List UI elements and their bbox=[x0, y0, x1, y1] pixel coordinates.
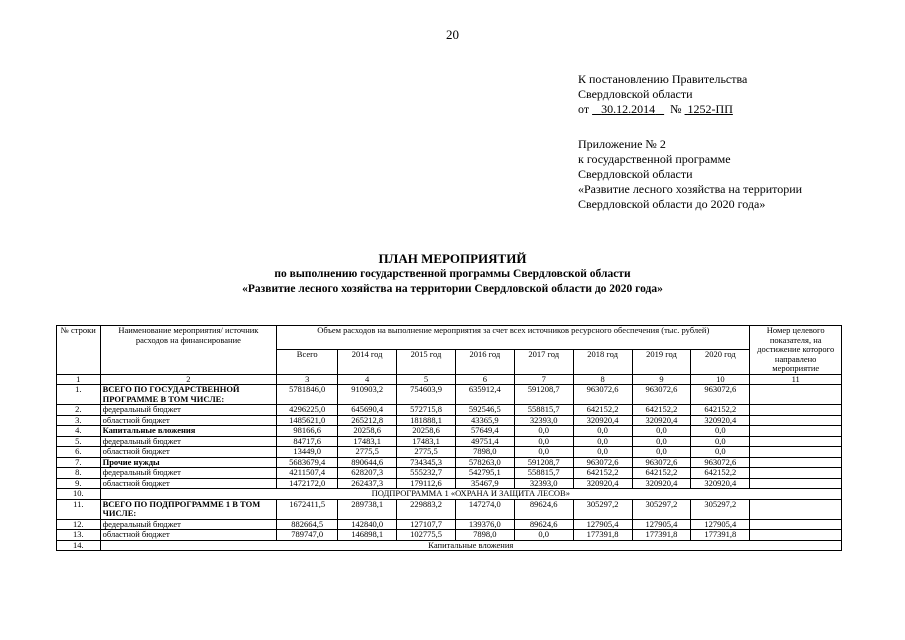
header-name: Наименование мероприятия/ источник расходов на финансирование bbox=[100, 326, 277, 375]
column-number: 9 bbox=[632, 374, 691, 385]
section-row bbox=[57, 489, 842, 500]
header-volume: Объем расходов на выполнение мероприятия за счет всех источников ресурсного обеспечения (тыс. рублей) bbox=[277, 326, 750, 350]
cell-value: 146898,1 bbox=[338, 530, 397, 541]
approval-line-1: К постановлению Правительства bbox=[578, 72, 748, 86]
row-target bbox=[750, 426, 842, 437]
approval-date-line bbox=[578, 102, 747, 117]
cell-value: 0,0 bbox=[514, 530, 573, 541]
header-row-number: № строки bbox=[57, 326, 101, 375]
cell-value: 4211507,4 bbox=[277, 468, 338, 479]
cell-value: 5683679,4 bbox=[277, 457, 338, 468]
row-number: 14. bbox=[57, 540, 101, 551]
cell-value: 642152,2 bbox=[632, 405, 691, 416]
cell-value: 0,0 bbox=[691, 426, 750, 437]
cell-value: 645690,4 bbox=[338, 405, 397, 416]
appendix-line-5: Свердловской области до 2020 года» bbox=[578, 197, 766, 211]
cell-value: 635912,4 bbox=[455, 385, 514, 405]
table-row bbox=[57, 457, 842, 468]
cell-value: 57649,4 bbox=[455, 426, 514, 437]
cell-value: 754603,9 bbox=[397, 385, 456, 405]
header-year: 2017 год bbox=[514, 350, 573, 374]
cell-value: 32393,0 bbox=[514, 478, 573, 489]
cell-value: 229883,2 bbox=[397, 499, 456, 519]
row-number: 6. bbox=[57, 447, 101, 458]
cell-value: 13449,0 bbox=[277, 447, 338, 458]
table-row bbox=[57, 426, 842, 437]
cell-value: 17483,1 bbox=[338, 436, 397, 447]
table-row bbox=[57, 468, 842, 479]
column-number: 8 bbox=[573, 374, 632, 385]
section-title: Капитальные вложения bbox=[100, 540, 841, 551]
row-target bbox=[750, 415, 842, 426]
cell-value: 20258,6 bbox=[397, 426, 456, 437]
cell-value: 320920,4 bbox=[573, 478, 632, 489]
row-target bbox=[750, 468, 842, 479]
row-number: 9. bbox=[57, 478, 101, 489]
appendix-line-4: «Развитие лесного хозяйства на территории bbox=[578, 182, 803, 196]
cell-value: 963072,6 bbox=[632, 385, 691, 405]
row-name: федеральный бюджет bbox=[100, 405, 277, 416]
cell-value: 0,0 bbox=[632, 426, 691, 437]
cell-value: 558815,7 bbox=[514, 468, 573, 479]
section-row bbox=[57, 540, 842, 551]
cell-value: 1672411,5 bbox=[277, 499, 338, 519]
cell-value: 49751,4 bbox=[455, 436, 514, 447]
table-row bbox=[57, 385, 842, 405]
cell-value: 0,0 bbox=[573, 436, 632, 447]
row-name: областной бюджет bbox=[100, 478, 277, 489]
section-title: ПОДПРОГРАММА 1 «ОХРАНА И ЗАЩИТА ЛЕСОВ» bbox=[100, 489, 841, 500]
cell-value: 963072,6 bbox=[573, 385, 632, 405]
cell-value: 0,0 bbox=[514, 436, 573, 447]
row-name: федеральный бюджет bbox=[100, 468, 277, 479]
cell-value: 0,0 bbox=[632, 436, 691, 447]
table-row bbox=[57, 447, 842, 458]
cell-value: 558815,7 bbox=[514, 405, 573, 416]
row-number: 2. bbox=[57, 405, 101, 416]
cell-value: 142840,0 bbox=[338, 519, 397, 530]
cell-value: 628207,3 bbox=[338, 468, 397, 479]
cell-value: 5781846,0 bbox=[277, 385, 338, 405]
column-number: 2 bbox=[100, 374, 277, 385]
appendix-block bbox=[578, 137, 802, 212]
header-year: 2016 год bbox=[455, 350, 514, 374]
cell-value: 177391,8 bbox=[632, 530, 691, 541]
cell-value: 7898,0 bbox=[455, 530, 514, 541]
row-number: 11. bbox=[57, 499, 101, 519]
header-year: 2015 год bbox=[397, 350, 456, 374]
column-number: 7 bbox=[514, 374, 573, 385]
row-name: областной бюджет bbox=[100, 530, 277, 541]
cell-value: 734345,3 bbox=[397, 457, 456, 468]
cell-value: 0,0 bbox=[573, 447, 632, 458]
row-target bbox=[750, 478, 842, 489]
cell-value: 555232,7 bbox=[397, 468, 456, 479]
column-number: 11 bbox=[750, 374, 842, 385]
table-row bbox=[57, 415, 842, 426]
cell-value: 177391,8 bbox=[691, 530, 750, 541]
header-year: Всего bbox=[277, 350, 338, 374]
date-prefix: от bbox=[578, 102, 590, 116]
cell-value: 0,0 bbox=[691, 447, 750, 458]
cell-value: 963072,6 bbox=[691, 457, 750, 468]
row-target bbox=[750, 436, 842, 447]
row-number: 5. bbox=[57, 436, 101, 447]
cell-value: 139376,0 bbox=[455, 519, 514, 530]
table-row bbox=[57, 405, 842, 416]
cell-value: 127905,4 bbox=[632, 519, 691, 530]
row-number: 3. bbox=[57, 415, 101, 426]
cell-value: 642152,2 bbox=[632, 468, 691, 479]
row-name: ВСЕГО ПО ГОСУДАРСТВЕННОЙ ПРОГРАММЕ В ТОМ ЧИСЛЕ: bbox=[100, 385, 277, 405]
cell-value: 0,0 bbox=[514, 426, 573, 437]
row-name: федеральный бюджет bbox=[100, 519, 277, 530]
column-number: 10 bbox=[691, 374, 750, 385]
approval-block bbox=[578, 72, 747, 117]
row-target bbox=[750, 530, 842, 541]
row-name: областной бюджет bbox=[100, 447, 277, 458]
approval-date: 30.12.2014 bbox=[601, 102, 656, 116]
cell-value: 7898,0 bbox=[455, 447, 514, 458]
appendix-line-2: к государственной программе bbox=[578, 152, 731, 166]
cell-value: 127107,7 bbox=[397, 519, 456, 530]
table-row bbox=[57, 499, 842, 519]
cell-value: 890644,6 bbox=[338, 457, 397, 468]
cell-value: 35467,9 bbox=[455, 478, 514, 489]
plan-table bbox=[56, 325, 842, 551]
header-year: 2018 год bbox=[573, 350, 632, 374]
column-number: 1 bbox=[57, 374, 101, 385]
row-name: областной бюджет bbox=[100, 415, 277, 426]
row-target bbox=[750, 519, 842, 530]
row-name: Прочие нужды bbox=[100, 457, 277, 468]
cell-value: 127905,4 bbox=[691, 519, 750, 530]
cell-value: 0,0 bbox=[632, 447, 691, 458]
table-body bbox=[57, 385, 842, 551]
cell-value: 4296225,0 bbox=[277, 405, 338, 416]
cell-value: 305297,2 bbox=[691, 499, 750, 519]
cell-value: 320920,4 bbox=[632, 478, 691, 489]
cell-value: 642152,2 bbox=[691, 468, 750, 479]
cell-value: 181888,1 bbox=[397, 415, 456, 426]
cell-value: 320920,4 bbox=[573, 415, 632, 426]
row-name: федеральный бюджет bbox=[100, 436, 277, 447]
cell-value: 2775,5 bbox=[397, 447, 456, 458]
cell-value: 963072,6 bbox=[691, 385, 750, 405]
row-number: 13. bbox=[57, 530, 101, 541]
column-numbers-row bbox=[57, 374, 842, 385]
approval-number: 1252-ПП bbox=[687, 102, 733, 116]
cell-value: 320920,4 bbox=[691, 415, 750, 426]
row-number: 7. bbox=[57, 457, 101, 468]
cell-value: 320920,4 bbox=[691, 478, 750, 489]
column-number: 5 bbox=[397, 374, 456, 385]
cell-value: 0,0 bbox=[514, 447, 573, 458]
cell-value: 2775,5 bbox=[338, 447, 397, 458]
cell-value: 963072,6 bbox=[573, 457, 632, 468]
row-number: 12. bbox=[57, 519, 101, 530]
cell-value: 17483,1 bbox=[397, 436, 456, 447]
cell-value: 43365,9 bbox=[455, 415, 514, 426]
row-name: ВСЕГО ПО ПОДПРОГРАММЕ 1 В ТОМ ЧИСЛЕ: bbox=[100, 499, 277, 519]
cell-value: 1485621,0 bbox=[277, 415, 338, 426]
cell-value: 20258,6 bbox=[338, 426, 397, 437]
cell-value: 963072,6 bbox=[632, 457, 691, 468]
cell-value: 320920,4 bbox=[632, 415, 691, 426]
approval-line-2: Свердловской области bbox=[578, 87, 693, 101]
cell-value: 89624,6 bbox=[514, 499, 573, 519]
cell-value: 0,0 bbox=[691, 436, 750, 447]
cell-value: 32393,0 bbox=[514, 415, 573, 426]
cell-value: 591208,7 bbox=[514, 385, 573, 405]
cell-value: 305297,2 bbox=[632, 499, 691, 519]
cell-value: 305297,2 bbox=[573, 499, 632, 519]
table-row bbox=[57, 530, 842, 541]
appendix-line-3: Свердловской области bbox=[578, 167, 693, 181]
title-line-1: ПЛАН МЕРОПРИЯТИЙ bbox=[378, 251, 527, 266]
cell-value: 591208,7 bbox=[514, 457, 573, 468]
table-row bbox=[57, 519, 842, 530]
row-target bbox=[750, 405, 842, 416]
column-number: 6 bbox=[455, 374, 514, 385]
cell-value: 89624,6 bbox=[514, 519, 573, 530]
cell-value: 127905,4 bbox=[573, 519, 632, 530]
row-name: Капитальные вложения bbox=[100, 426, 277, 437]
number-prefix: № bbox=[670, 102, 682, 116]
cell-value: 84717,6 bbox=[277, 436, 338, 447]
page-number: 20 bbox=[446, 27, 459, 42]
cell-value: 578263,0 bbox=[455, 457, 514, 468]
cell-value: 592546,5 bbox=[455, 405, 514, 416]
cell-value: 147274,0 bbox=[455, 499, 514, 519]
title-line-3: «Развитие лесного хозяйства на территории Свердловской области до 2020 года» bbox=[242, 283, 663, 295]
cell-value: 179112,6 bbox=[397, 478, 456, 489]
cell-value: 642152,2 bbox=[691, 405, 750, 416]
document-title bbox=[0, 251, 905, 297]
row-target bbox=[750, 385, 842, 405]
cell-value: 882664,5 bbox=[277, 519, 338, 530]
cell-value: 789747,0 bbox=[277, 530, 338, 541]
table-row bbox=[57, 478, 842, 489]
cell-value: 642152,2 bbox=[573, 468, 632, 479]
row-number: 8. bbox=[57, 468, 101, 479]
row-target bbox=[750, 447, 842, 458]
row-number: 1. bbox=[57, 385, 101, 405]
cell-value: 542795,1 bbox=[455, 468, 514, 479]
cell-value: 572715,8 bbox=[397, 405, 456, 416]
header-year: 2014 год bbox=[338, 350, 397, 374]
column-number: 3 bbox=[277, 374, 338, 385]
column-number: 4 bbox=[338, 374, 397, 385]
cell-value: 642152,2 bbox=[573, 405, 632, 416]
cell-value: 910903,2 bbox=[338, 385, 397, 405]
cell-value: 262437,3 bbox=[338, 478, 397, 489]
header-target: Номер целевого показателя, на достижение которого направлено мероприятие bbox=[750, 326, 842, 375]
title-line-2: по выполнению государственной программы Свердловской области bbox=[274, 268, 631, 280]
header-year: 2020 год bbox=[691, 350, 750, 374]
appendix-line-1: Приложение № 2 bbox=[578, 137, 666, 151]
row-target bbox=[750, 457, 842, 468]
cell-value: 98166,6 bbox=[277, 426, 338, 437]
cell-value: 289738,1 bbox=[338, 499, 397, 519]
table-row bbox=[57, 436, 842, 447]
cell-value: 1472172,0 bbox=[277, 478, 338, 489]
row-number: 4. bbox=[57, 426, 101, 437]
cell-value: 0,0 bbox=[573, 426, 632, 437]
cell-value: 177391,8 bbox=[573, 530, 632, 541]
cell-value: 102775,5 bbox=[397, 530, 456, 541]
row-number: 10. bbox=[57, 489, 101, 500]
header-year: 2019 год bbox=[632, 350, 691, 374]
row-target bbox=[750, 499, 842, 519]
cell-value: 265212,8 bbox=[338, 415, 397, 426]
